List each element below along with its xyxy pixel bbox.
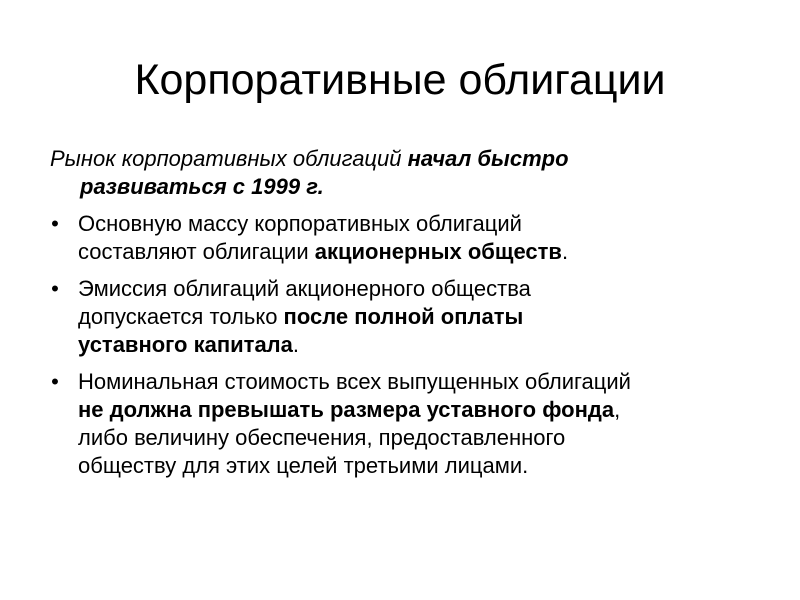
- intro-bold-text-2: развиваться с 1999 г.: [80, 174, 324, 199]
- bullet-2-text: допускается только: [78, 304, 284, 329]
- bullet-2-line-1: Эмиссия облигаций акционерного общества: [78, 276, 531, 301]
- bullet-3-bold-text: не должна превышать размера уставного фонда: [78, 397, 615, 422]
- slide-content: [0, 145, 800, 480]
- bullet-2-line-3: [78, 331, 758, 359]
- intro-line-1: [50, 145, 730, 173]
- intro-italic-text: Рынок корпоративных облигаций: [50, 146, 408, 171]
- bullet-3-line-4: обществу для этих целей третьими лицами.: [78, 453, 529, 478]
- bullet-1-line-2: [78, 238, 758, 266]
- bullet-2-line-2: [78, 303, 758, 331]
- bullet-1-punct: .: [561, 239, 569, 264]
- bullet-3-punct: ,: [614, 397, 621, 422]
- slide-title: Корпоративные облигации: [134, 56, 666, 104]
- bullet-1-line-1: Основную массу корпоративных облигаций: [78, 211, 522, 236]
- bullet-3-line-2: [78, 396, 758, 424]
- bullet-1-bold-text: акционерных обществ: [314, 239, 562, 264]
- bullet-2-punct: .: [292, 332, 300, 357]
- bullet-item-2: [51, 275, 758, 359]
- bullet-dot-icon: •: [51, 276, 59, 301]
- bullet-3-line-3: либо величину обеспечения, предоставленного: [78, 425, 566, 450]
- bullet-2-bold-text-1: после полной оплаты: [283, 304, 524, 329]
- intro-line-2: [80, 173, 730, 201]
- bullet-2-bold-text-2: уставного капитала: [78, 332, 293, 357]
- bullet-item-1: [51, 210, 758, 266]
- bullet-item-3: [51, 368, 758, 480]
- bullet-dot-icon: •: [51, 369, 59, 394]
- bullet-3-line-1: Номинальная стоимость всех выпущенных облигаций: [78, 369, 631, 394]
- bullet-1-text: составляют облигации: [78, 239, 315, 264]
- bullet-dot-icon: •: [51, 211, 59, 236]
- intro-bold-text-1: начал быстро: [407, 146, 569, 171]
- intro-paragraph: [50, 145, 730, 201]
